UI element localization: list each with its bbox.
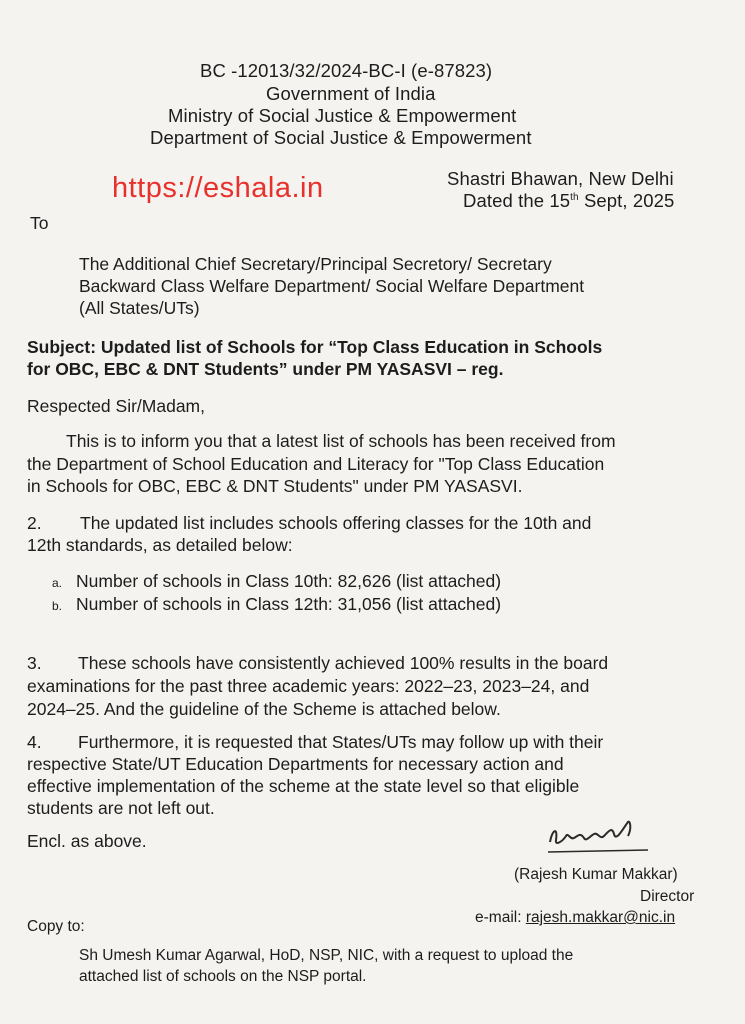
- place-line: Shastri Bhawan, New Delhi: [447, 168, 674, 189]
- para4-line-3: effective implementation of the scheme at the state level so that eligible: [27, 776, 580, 796]
- subject-line-2: for OBC, EBC & DNT Students” under PM YASASVI – reg.: [27, 359, 504, 379]
- list-marker: a.: [52, 576, 63, 590]
- para4-line-1: Furthermore, it is requested that States/UTs may follow up with their: [78, 732, 604, 752]
- addressee-line-1: The Additional Chief Secretary/Principal Secretory/ Secretary: [79, 254, 552, 274]
- para4-number: 4.: [27, 732, 42, 752]
- enclosure-note: Encl. as above.: [27, 831, 147, 851]
- para4-line-4: students are not left out.: [27, 798, 215, 818]
- subject-line-1: Subject: Updated list of Schools for “Top Class Education in Schools: [27, 337, 603, 357]
- signature-image: [540, 812, 660, 862]
- list-text: Number of schools in Class 12th: 31,056 (list attached): [76, 594, 502, 614]
- copy-to-line-1: Sh Umesh Kumar Agarwal, HoD, NSP, NIC, with a request to upload the: [79, 947, 574, 964]
- date-line: [463, 190, 674, 212]
- para4-line-2: respective State/UT Education Departments for necessary action and: [27, 754, 564, 774]
- signatory-email-line: [475, 909, 675, 927]
- para2-line-1: The updated list includes schools offering classes for the 10th and: [80, 513, 592, 533]
- para1-line-2: the Department of School Education and Literacy for "Top Class Education: [27, 454, 605, 474]
- para3-line-2: examinations for the past three academic years: 2022–23, 2023–24, and: [27, 676, 590, 696]
- para3-line-1: These schools have consistently achieved 100% results in the board: [78, 653, 609, 673]
- list-item: [52, 593, 501, 617]
- to-label: To: [30, 213, 49, 233]
- para2-number: 2.: [27, 513, 42, 533]
- copy-to-line-2: attached list of schools on the NSP portal.: [79, 968, 367, 985]
- copy-to-label: Copy to:: [27, 918, 85, 935]
- email-label: e-mail:: [475, 909, 526, 926]
- signatory-name: (Rajesh Kumar Makkar): [514, 866, 678, 883]
- signatory-designation: Director: [640, 888, 695, 905]
- para2-line-2: 12th standards, as detailed below:: [27, 535, 293, 555]
- date-prefix: Dated the 15: [463, 190, 571, 211]
- department-line: Department of Social Justice & Empowerment: [150, 127, 532, 148]
- ministry-line: Ministry of Social Justice & Empowerment: [168, 105, 517, 126]
- addressee-line-3: (All States/UTs): [79, 298, 200, 318]
- para1-line-1: This is to inform you that a latest list of schools has been received from: [66, 431, 616, 451]
- addressee-line-2: Backward Class Welfare Department/ Social Welfare Department: [79, 276, 585, 296]
- para3-number: 3.: [27, 653, 42, 673]
- date-rest: Sept, 2025: [578, 190, 675, 211]
- watermark-url: https://eshala.in: [112, 172, 324, 204]
- salutation: Respected Sir/Madam,: [27, 396, 205, 416]
- para1-line-3: in Schools for OBC, EBC & DNT Students" under PM YASASVI.: [27, 476, 523, 496]
- list-marker: b.: [52, 599, 63, 613]
- list-text: Number of schools in Class 10th: 82,626 (list attached): [76, 571, 502, 591]
- email-link[interactable]: rajesh.makkar@nic.in: [525, 909, 676, 926]
- government-line: Government of India: [266, 83, 436, 104]
- file-number: BC -12013/32/2024-BC-I (e-87823): [200, 60, 493, 81]
- date-suffix: th: [570, 192, 579, 203]
- list-item: [52, 570, 501, 594]
- para3-line-3: 2024–25. And the guideline of the Scheme is attached below.: [27, 699, 501, 719]
